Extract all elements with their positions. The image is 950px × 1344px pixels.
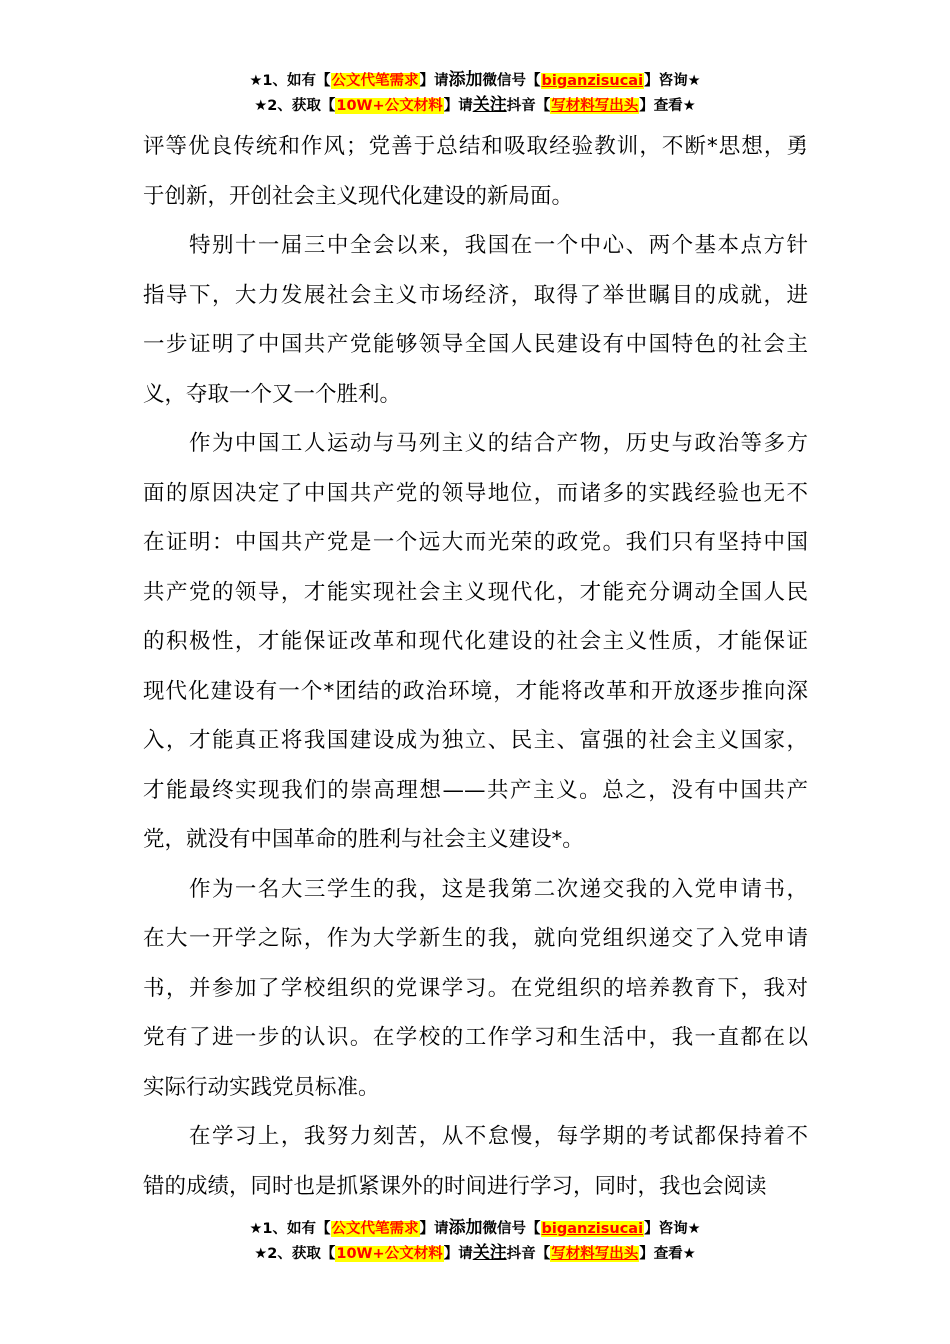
banner-emphasis: 关注 — [472, 1243, 507, 1263]
footer-banner — [0, 1216, 950, 1266]
paragraph-line: 评等优良传统和作风；党善于总结和吸取经验教训，不断*思想，勇 — [143, 134, 808, 159]
banner-line-1 — [0, 1216, 950, 1241]
header-banner — [0, 68, 950, 118]
highlight-douyin-account: 写材料写出头 — [551, 1246, 639, 1262]
paragraph-line: 义，夺取一个又一个胜利。 — [143, 381, 402, 407]
highlight-materials: 10W+公文材料 — [336, 98, 443, 114]
highlight-douyin-account: 写材料写出头 — [551, 98, 639, 114]
paragraph-line: 一步证明了中国共产党能够领导全国人民建设有中国特色的社会主 — [143, 332, 808, 357]
paragraph-line: 作为中国工人运动与马列主义的结合产物，历史与政治等多方 — [143, 431, 808, 456]
banner-emphasis: 关注 — [472, 95, 507, 115]
paragraph-line: 书，并参加了学校组织的党课学习。在党组织的培养教育下，我对 — [143, 975, 808, 1001]
paragraph-line: 实际行动实践党员标准。 — [143, 1074, 380, 1100]
paragraph-line: 在大一开学之际，作为大学新生的我，就向党组织递交了入党申请 — [143, 926, 808, 951]
banner-text: ★2、获取【 — [254, 98, 336, 114]
banner-text: 】请 — [419, 73, 449, 89]
paragraph-line: 在学习上，我努力刻苦，从不怠慢，每学期的考试都保持着不 — [143, 1124, 808, 1149]
banner-line-1 — [0, 68, 950, 93]
paragraph-line: 面的原因决定了中国共产党的领导地位，而诸多的实践经验也无不 — [143, 480, 808, 506]
paragraph-line: 入，才能真正将我国建设成为独立、民主、富强的社会主义国家， — [143, 728, 808, 753]
banner-text: 抖音【 — [506, 1246, 551, 1262]
paragraph-line: 的积极性，才能保证改革和现代化建设的社会主义性质，才能保证 — [143, 629, 808, 654]
banner-line-2 — [0, 93, 950, 118]
paragraph-line: 党有了进一步的认识。在学校的工作学习和生活中，我一直都在以 — [143, 1025, 808, 1050]
highlight-wechat-id: biganzisucai — [541, 1221, 644, 1237]
paragraph — [143, 1112, 808, 1211]
banner-text: 抖音【 — [506, 98, 551, 114]
banner-emphasis: 添加 — [448, 1218, 483, 1238]
banner-text: 】请 — [419, 1221, 449, 1237]
banner-text: ★1、如有【 — [249, 1221, 331, 1237]
banner-text: 】查看★ — [639, 98, 696, 114]
banner-text: 微信号【 — [482, 1221, 541, 1237]
banner-text: 】请 — [443, 98, 473, 114]
paragraph-line: 特别十一届三中全会以来，我国在一个中心、两个基本点方针 — [143, 233, 808, 258]
paragraph-line: 党，就没有中国革命的胜利与社会主义建设*。 — [143, 827, 584, 852]
banner-text: 】咨询★ — [644, 73, 701, 89]
highlight-wechat-id: biganzisucai — [541, 73, 644, 89]
paragraph-line: 在证明：中国共产党是一个远大而光荣的政党。我们只有坚持中国 — [143, 530, 808, 555]
banner-line-2 — [0, 1241, 950, 1266]
banner-text: ★1、如有【 — [249, 73, 331, 89]
paragraph-line: 指导下，大力发展社会主义市场经济，取得了举世瞩目的成就，进 — [143, 282, 808, 308]
highlight-service: 公文代笔需求 — [331, 73, 419, 89]
banner-text: 】查看★ — [639, 1246, 696, 1262]
paragraph-line: 共产党的领导，才能实现社会主义现代化，才能充分调动全国人民 — [143, 579, 808, 605]
banner-emphasis: 添加 — [448, 70, 483, 90]
highlight-service: 公文代笔需求 — [331, 1221, 419, 1237]
paragraph-line: 才能最终实现我们的崇高理想——共产主义。总之，没有中国共产 — [143, 777, 808, 803]
paragraph-line: 现代化建设有一个*团结的政治环境，才能将改革和开放逐步推向深 — [143, 678, 808, 704]
banner-text: ★2、获取【 — [254, 1246, 336, 1262]
paragraph-line: 作为一名大三学生的我，这是我第二次递交我的入党申请书， — [143, 876, 808, 902]
paragraph — [143, 221, 808, 419]
paragraph — [143, 122, 808, 221]
paragraph-line: 于创新，开创社会主义现代化建设的新局面。 — [143, 183, 574, 209]
banner-text: 】咨询★ — [644, 1221, 701, 1237]
highlight-materials: 10W+公文材料 — [336, 1246, 443, 1262]
paragraph — [143, 419, 808, 865]
banner-text: 】请 — [443, 1246, 473, 1262]
document-body — [143, 122, 808, 1211]
paragraph-line: 错的成绩，同时也是抓紧课外的时间进行学习，同时，我也会阅读 — [143, 1173, 767, 1199]
banner-text: 微信号【 — [482, 73, 541, 89]
paragraph — [143, 865, 808, 1113]
